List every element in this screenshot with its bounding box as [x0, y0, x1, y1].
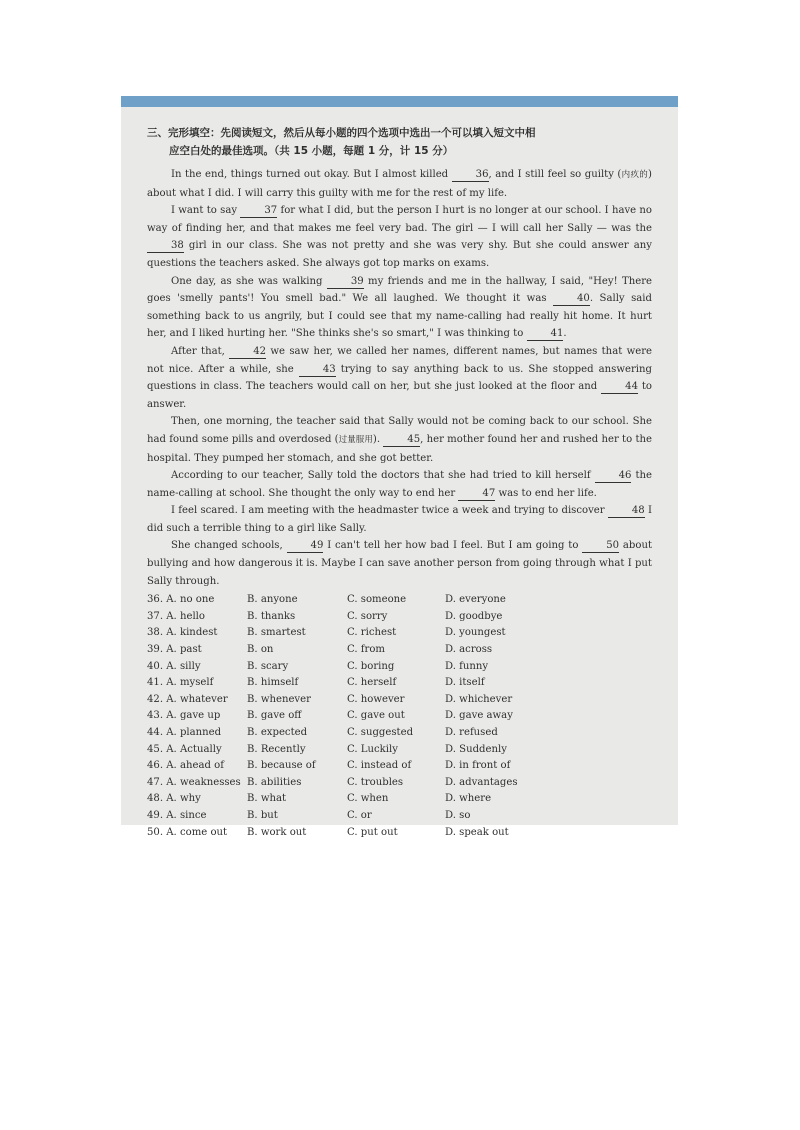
option-d: D. funny: [445, 660, 489, 672]
blank-47: 47: [458, 488, 495, 501]
blank-42: 42: [229, 346, 266, 359]
option-row: [147, 592, 565, 609]
heading-line-1: 三、完形填空：先阅读短文，然后从每小题的四个选项中选出一个可以填入短文中相: [147, 127, 536, 139]
option-b: B. but: [247, 809, 278, 821]
option-c: C. instead of: [347, 760, 412, 772]
option-a: 44. A. planned: [147, 727, 222, 738]
blank-44: 44: [601, 381, 638, 394]
text: , her mother found her and rushed her to the hospital. They pumped her stomach, and she got better.: [147, 433, 652, 464]
text: .: [563, 328, 567, 340]
option-row: [147, 675, 565, 692]
blank-37: 37: [240, 205, 277, 218]
blank-49: 49: [287, 540, 324, 553]
text: for what I did, but the person I hurt is no longer at our school. I have no way of finding her, and that makes me feel very bad. The girl — I will call her Sally — was the: [147, 205, 652, 234]
blank-50: 50: [582, 540, 619, 553]
section-heading: [147, 124, 652, 160]
blank-41: 41: [527, 328, 564, 341]
option-row: [147, 825, 565, 842]
option-b: B. what: [247, 793, 287, 805]
option-d: D. itself: [445, 677, 485, 689]
options-table: [147, 592, 565, 841]
option-d: D. advantages: [445, 776, 518, 788]
option-row: [147, 659, 565, 676]
passage: [147, 166, 652, 590]
option-a: 42. A. whatever: [147, 693, 228, 705]
text: , and I still feel so guilty (: [488, 169, 622, 180]
paragraph-7: [147, 502, 652, 537]
option-b: B. on: [247, 644, 274, 656]
option-b: B. because of: [247, 760, 316, 772]
text: we saw her, we called her names, different names, but names that were not nice. After a while, she: [147, 345, 652, 375]
option-a: 47. A. weaknesses: [147, 776, 241, 788]
text: . Sally said something back to us angrily, but I could see that my name-calling had really hit home. It hurt her, and I liked hurting her. "She thinks she's so smart," I was thinking to: [147, 293, 652, 340]
option-c: C. when: [347, 793, 389, 805]
option-c: C. from: [347, 644, 385, 656]
option-a: 48. A. why: [147, 793, 201, 805]
option-row: [147, 708, 565, 725]
text: I want to say: [171, 205, 241, 217]
option-d: D. in front of: [445, 760, 511, 772]
blank-46: 46: [595, 470, 632, 483]
option-b: B. anyone: [247, 594, 298, 606]
option-c: C. herself: [347, 677, 397, 689]
text: was to end her life.: [495, 487, 597, 499]
option-c: C. put out: [347, 826, 398, 838]
exam-page-photo: [121, 96, 678, 838]
option-a: 45. A. Actually: [147, 743, 222, 755]
text: She changed schools,: [171, 540, 287, 552]
option-b: B. whenever: [247, 693, 311, 705]
option-row: [147, 758, 565, 775]
option-c: C. however: [347, 693, 405, 705]
text: to answer.: [147, 381, 652, 410]
option-c: C. someone: [347, 594, 407, 606]
text: ) about what I did. I will carry this guilty with me for the rest of my life.: [147, 169, 652, 199]
text: I feel scared. I am meeting with the headmaster twice a week and trying to discover: [171, 505, 608, 517]
option-row: [147, 808, 565, 825]
text: about bullying and how dangerous it is. Maybe I can save another person from going through what I put Sally through.: [147, 540, 653, 587]
blank-48: 48: [608, 505, 645, 518]
option-a: 49. A. since: [147, 809, 207, 821]
cloze-section: [147, 124, 652, 841]
option-row: [147, 642, 565, 659]
chinese-gloss: 过量服用: [338, 434, 373, 445]
text: the name-calling at school. She thought the only way to end her: [147, 470, 652, 499]
option-d: D. refused: [445, 727, 498, 738]
paragraph-3: [147, 273, 652, 343]
option-a: 36. A. no one: [147, 594, 215, 606]
option-row: [147, 609, 565, 626]
option-row: [147, 775, 565, 792]
option-d: D. Suddenly: [445, 743, 507, 755]
page-top-border: [121, 96, 678, 107]
paragraph-6: [147, 467, 652, 502]
option-b: B. expected: [247, 727, 308, 738]
option-c: C. suggested: [347, 727, 414, 738]
option-b: B. thanks: [247, 610, 296, 622]
option-d: D. gave away: [445, 710, 513, 722]
option-b: B. himself: [247, 677, 299, 689]
option-b: B. smartest: [247, 627, 306, 639]
paragraph-5: [147, 413, 652, 467]
option-row: [147, 692, 565, 709]
text: According to our teacher, Sally told the doctors that she had tried to kill herself: [171, 470, 595, 482]
text: One day, as she was walking: [171, 275, 327, 287]
chinese-gloss: 内疚的: [621, 170, 649, 180]
option-c: C. gave out: [347, 710, 405, 722]
text: trying to say anything back to us. She stopped answering questions in class. The teachers would call on her, but she just looked at the floor and: [147, 363, 652, 393]
option-c: C. boring: [347, 660, 395, 672]
blank-40: 40: [553, 293, 590, 306]
option-a: 38. A. kindest: [147, 627, 218, 639]
heading-line-2: 应空白处的最佳选项。（共 15 小题，每题 1 分，计 15 分）: [169, 145, 454, 157]
text: girl in our class. She was not pretty and she was very shy. But she could answer any questions the teachers asked. She always got top marks on exams.: [147, 240, 652, 269]
blank-43: 43: [299, 364, 336, 377]
text: Then, one morning, the teacher said that Sally would not be coming back to our school. She had found some pills and overdosed (: [147, 416, 652, 445]
option-c: C. or: [347, 809, 372, 821]
option-b: B. work out: [247, 826, 307, 838]
option-c: C. troubles: [347, 776, 404, 788]
option-b: B. scary: [247, 660, 289, 672]
text: ).: [372, 433, 384, 445]
option-a: 46. A. ahead of: [147, 760, 224, 772]
option-d: D. youngest: [445, 627, 506, 639]
option-d: D. across: [445, 644, 493, 656]
blank-39: 39: [327, 276, 364, 289]
blank-36: 36: [452, 169, 489, 182]
option-d: D. speak out: [445, 826, 509, 838]
option-row: [147, 791, 565, 808]
text: After that,: [171, 345, 230, 357]
blank-45: 45: [383, 434, 420, 447]
option-row: [147, 742, 565, 759]
option-d: D. so: [445, 809, 471, 821]
option-c: C. richest: [347, 627, 397, 639]
option-a: 41. A. myself: [147, 677, 214, 689]
option-b: B. Recently: [247, 743, 306, 755]
option-a: 40. A. silly: [147, 660, 201, 672]
option-row: [147, 725, 565, 742]
option-d: D. goodbye: [445, 610, 503, 622]
blank-38: 38: [147, 240, 184, 253]
option-a: 43. A. gave up: [147, 710, 221, 722]
option-b: B. abilities: [247, 776, 302, 788]
paragraph-2: [147, 202, 652, 272]
option-a: 37. A. hello: [147, 610, 205, 622]
text: my friends and me in the hallway, I said, "Hey! There goes 'smelly pants'! You smell bad." We all laughed. We thought it was: [147, 275, 652, 305]
text: I can't tell her how bad I feel. But I am going to: [323, 540, 583, 552]
option-a: 39. A. past: [147, 644, 202, 656]
paragraph-8: [147, 537, 652, 590]
paragraph-4: [147, 343, 652, 413]
option-d: D. where: [445, 793, 492, 805]
text: I did such a terrible thing to a girl like Sally.: [147, 505, 653, 534]
option-a: 50. A. come out: [147, 826, 228, 838]
option-c: C. Luckily: [347, 743, 398, 755]
paragraph-1: [147, 166, 652, 202]
text: In the end, things turned out okay. But I almost killed: [171, 169, 452, 180]
option-row: [147, 625, 565, 642]
option-d: D. everyone: [445, 594, 506, 606]
option-d: D. whichever: [445, 693, 513, 705]
option-b: B. gave off: [247, 710, 302, 722]
option-c: C. sorry: [347, 610, 388, 622]
